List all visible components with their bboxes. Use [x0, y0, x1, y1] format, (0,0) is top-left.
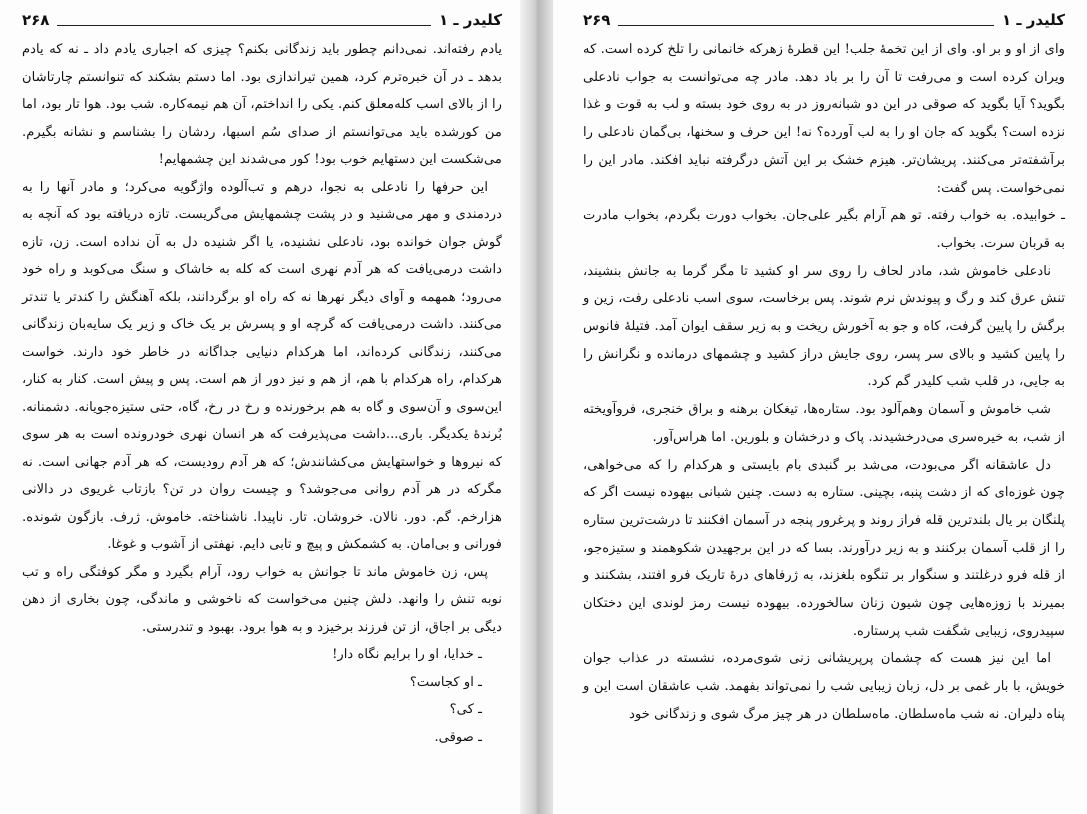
paragraph: اما این نیز هست که چشمان پرپریشانی زنی شوی‌مرده، نشسته در عذاب جوان خویش، با بار غمی بر دل، زبان زیبایی شب را نمی‌تواند بفهمد. شب عاشقان است این و پناه دلیران. نه شب ماه‌سلطان. ماه‌سلطان در هر چیز مرگ شوی و زندگانی خود [583, 651, 1065, 722]
right-page [553, 0, 1087, 814]
left-page-body [22, 36, 502, 751]
left-page-title: کلیدر ـ ۱ [439, 11, 502, 29]
header-rule [618, 15, 994, 26]
dialogue-line: ـ کی؟ [449, 702, 482, 717]
paragraph: وای از او و بر او. وای از این تخمهٔ جلب! این قطرهٔ زهرکه خانمانی را تلخ کرده است. که ویران کرده است و می‌رفت تا آن را بر باد دهد. مادر چه می‌توانست به جواب نادعلی بگوید؟ آیا بگوید که صوقی در این دو شبانه‌روز در به روی خود بسته و لب به قوت و غذا نزده است؟ بگوید که جان او را به لب آورده؟ نه! این حرف و سخنها، بی‌گمان نادعلی را برآشفته‌تر می‌کنند. پریشان‌تر. هیزم خشک بر این آتش درگرفته نباید افکند. مادر این را نمی‌خواست. پس گفت: [583, 42, 1065, 196]
book-gutter [520, 0, 553, 814]
right-page-title: کلیدر ـ ۱ [1002, 11, 1065, 29]
right-page-header [583, 10, 1065, 30]
paragraph: نادعلی خاموش شد، مادر لحاف را روی سر او کشید تا مگر گرما به جانش بنشیند، تنش عرق کند و رگ و پیوندش نرم شوند. پس برخاست، سوی اسب نادعلی رفت، زین و برگش را پایین گرفت، کاه و جو به آخورش ریخت و به زیر سقف ایوان آمد. فتیلهٔ فانوس را پایین کشید و بالای سر پسر، روی جایش دراز کشید و چشمهای درمانده و نگرانش را به جایی، در قلب شب کلیدر گم کرد. [583, 263, 1065, 390]
left-page-number: ۲۶۸ [22, 11, 50, 29]
right-page-number: ۲۶۹ [583, 11, 611, 29]
paragraph: یادم رفته‌اند. نمی‌دانم چطور باید زندگانی بکنم؟ چیزی که اجباری یادم داد ـ نه که یادم بدهد ـ در آن خبره‌ترم کرد، همین تیراندازی بود. اما دستم بشکند که تنوانستم چارتاشان را از بالای اسب کله‌معلق کنم. یکی را انداختم، آن هم نیمه‌کاره. شب بود. هوا تار بود، اما من کورشده باید می‌توانستم از صدای سُم اسبها، ردشان را بشناسم و نشانه بگیرم. می‌شکست این دستهایم خوب بود! کور می‌شدند این چشمهایم! [22, 42, 502, 167]
paragraph: دل عاشقانه اگر می‌بودت، می‌شد بر گنبدی بام بایستی و هرکدام را که می‌خواهی، چون غوزه‌ای که از دشت پنبه، بچینی. ستاره به دست. چنین شبانی بیهوده نیست اگر که پلنگان بر یال بلندترین قله فراز روند و پرغرور پنجه در آسمان افکنند تا درشت‌ترین ستاره را از قلب آسمان برکنند و به زیر درآورند. بسا که در این برجهیدن شکوهمند و ستیزه‌جو، از قله فرو درغلتند و سنگوار بر تنگوه بلغزند، به ژرفاهای درهٔ تاریک فرو افتند، بشکنند و بمیرند با زوزه‌هایی چون شیون زنان سالخورده. بیهوده نیست رمز لوندی این دختکان سپیدروی، زیبایی شگفت شب پرستاره. [583, 457, 1065, 639]
left-page [0, 0, 520, 814]
dialogue-line: ـ او کجاست؟ [409, 674, 482, 690]
paragraph: شب خاموش و آسمان وهم‌آلود بود. ستاره‌ها، تیغکان برهنه و براق خنجری، فروآویخته از شب، به خیره‌سری می‌درخشیدند. پاک و درخشان و بلورین. اما هراس‌آور. [583, 402, 1065, 445]
paragraph: پس، زن خاموش ماند تا جوانش به خواب رود، آرام بگیرد و مگر کوفتگی راه و تب نوبه تنش را وانهد. دلش چنین می‌خواست که ناخوشی و ماندگی، چون بخاری از دهن دیگی بر اجاق، از تن فرزند برخیزد و به هوا برود. بهبود و تندرستی. [22, 564, 502, 635]
header-rule [57, 15, 431, 26]
right-page-body [583, 36, 1065, 729]
dialogue-line: ـ خدایا، او را برایم نگاه دار! [332, 647, 482, 662]
paragraph: این حرفها را نادعلی به نجوا، درهم و تب‌آلوده واژگویه می‌کرد؛ و مادر آنها را به دردمندی و مهر می‌شنید و در پشت چشمهایش می‌گریست. تازه دریافته بود که آنچه به گوش جوان خوانده بود، نادعلی نشنیده، یا اگر شنیده دل به آن نداده است. زن، تازه داشت درمی‌یافت که هر آدم نهری است که کله به خاشاک و سنگ می‌کوبد و راه خود می‌رود؛ همهمه و آوای دیگر نهرها نه که راه او برگردانند، بلکه آهنگش را کندتر یا تندتر می‌کنند. داشت درمی‌یافت که گرچه او و پسرش بر یک خاک و زیر یک سایه‌بان زندگانی می‌کنند، زندگانی کرده‌اند، اما هرکدام دنیایی جداگانه در خاطر خود دارند. خواست هرکدام، راه هرکدام با هم، از هم و نیز دور از هم است. پس و پیش است. کنار به کنار، این‌سوی و آن‌سوی و گاه به هم برخورنده و رخ در رخ، گاه، حتی ستیزه‌جویانه. دشمنانه. بُرندهٔ یکدیگر. باری...داشت می‌پذیرفت که هر انسان نهری خودرونده است به هر سوی که نیروها و خواستهایش می‌کشانندش؛ که هر آدم رودیست، که هر آدم جهانی است. نه مگرکه در هر آدم روانی می‌جوشد؟ و چیست روان در تن؟ بازتاب غریوی در دالانی هزارخم. گم. دور. نالان. خروشان. تار. ناپیدا. ناشناخته. خاموش. ژرف. بازگون شونده. فورانی و بی‌امان. به کشمکش و پیچ و تابی دایم. نهفتی از آشوب و غوغا. [22, 179, 502, 552]
left-page-header [22, 10, 502, 30]
dialogue-line: ـ خوابیده. به خواب رفته. تو هم آرام بگیر علی‌جان. بخواب دورت بگردم، بخواب مادرت به قربان سرت. بخواب. [583, 208, 1065, 251]
dialogue-line: ـ صوقی. [434, 729, 482, 745]
